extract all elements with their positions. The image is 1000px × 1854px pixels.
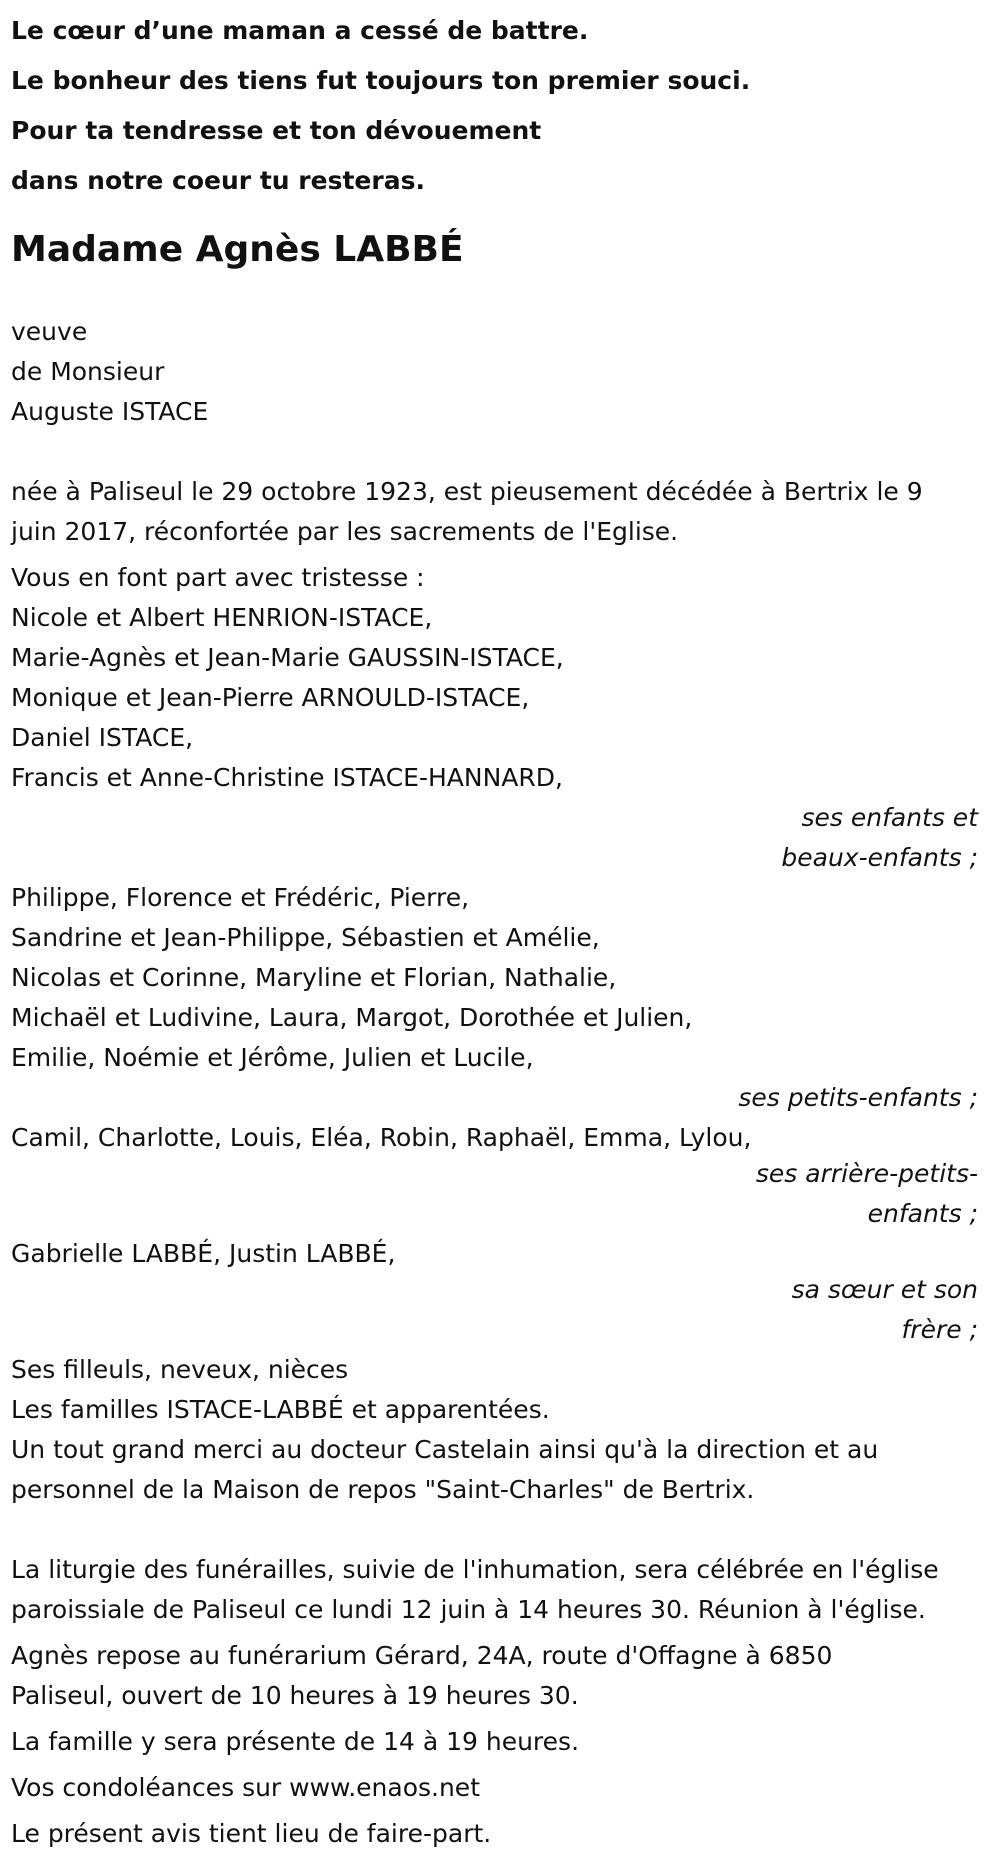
list-item: Monique et Jean-Pierre ARNOULD-ISTACE,: [11, 683, 530, 712]
children-block: [11, 558, 989, 798]
spouse-line: de Monsieur: [11, 357, 165, 386]
list-item: Nicolas et Corinne, Maryline et Florian, Nathalie,: [11, 963, 617, 992]
family-presence: [11, 1722, 989, 1762]
siblings-role: [11, 1270, 989, 1350]
list-item: Sandrine et Jean-Philippe, Sébastien et Amélie,: [11, 923, 600, 952]
list-item: Un tout grand merci au docteur Castelain ainsi qu'à la direction et au: [11, 1435, 879, 1464]
epigraph-line: Le cœur d’une maman a cessé de battre.: [11, 16, 589, 45]
list-item: Francis et Anne-Christine ISTACE-HANNARD,: [11, 763, 563, 792]
list-item: Marie-Agnès et Jean-Marie GAUSSIN-ISTACE,: [11, 643, 564, 672]
great-grandchildren-role: [11, 1154, 989, 1234]
birth-death-info: [11, 472, 989, 552]
role-line: ses enfants et: [801, 803, 978, 832]
list-item: Les familles ISTACE-LABBÉ et apparentées.: [11, 1395, 550, 1424]
funeral-info: [11, 1550, 989, 1630]
children-role: [11, 798, 989, 878]
list-item: Gabrielle LABBÉ, Justin LABBÉ,: [11, 1239, 396, 1268]
list-item: Ses filleuls, neveux, nièces: [11, 1355, 349, 1384]
list-item: Daniel ISTACE,: [11, 723, 194, 752]
list-item: Michaël et Ludivine, Laura, Margot, Dorothée et Julien,: [11, 1003, 693, 1032]
list-item: Camil, Charlotte, Louis, Eléa, Robin, Raphaël, Emma, Lylou,: [11, 1123, 752, 1152]
deceased-name: Madame Agnès LABBÉ: [11, 229, 464, 270]
announce-intro: Vous en font part avec tristesse :: [11, 563, 425, 592]
grandchildren-role: [11, 1078, 989, 1118]
epigraph-line: Le bonheur des tiens fut toujours ton premier souci.: [11, 66, 751, 95]
funeral-line: paroissiale de Paliseul ce lundi 12 juin à 14 heures 30. Réunion à l'église.: [11, 1595, 926, 1624]
epigraph: [11, 0, 989, 206]
great-grandchildren-block: [11, 1118, 989, 1158]
spouse-line: veuve: [11, 317, 88, 346]
epigraph-line: dans notre coeur tu resteras.: [11, 166, 425, 195]
list-item: personnel de la Maison de repos "Saint-Charles" de Bertrix.: [11, 1475, 755, 1504]
notice: [11, 1814, 989, 1854]
birth-death-line: née à Paliseul le 29 octobre 1923, est pieusement décédée à Bertrix le 9: [11, 477, 923, 506]
funerarium-line: Agnès repose au funérarium Gérard, 24A, route d'Offagne à 6850: [11, 1641, 833, 1670]
epigraph-line: Pour ta tendresse et ton dévouement: [11, 116, 542, 145]
list-item: Philippe, Florence et Frédéric, Pierre,: [11, 883, 470, 912]
funerarium-info: [11, 1636, 989, 1716]
funerarium-line: Paliseul, ouvert de 10 heures à 19 heures 30.: [11, 1681, 579, 1710]
condolences: [11, 1768, 989, 1808]
list-item: Nicole et Albert HENRION-ISTACE,: [11, 603, 433, 632]
notice-text: Le présent avis tient lieu de faire-part.: [11, 1819, 492, 1848]
role-line: ses arrière-petits-: [755, 1159, 978, 1188]
role-line: frère ;: [901, 1315, 978, 1344]
siblings-block: [11, 1234, 989, 1274]
birth-death-line: juin 2017, réconfortée par les sacrements de l'Eglise.: [11, 517, 679, 546]
role-line: enfants ;: [867, 1199, 978, 1228]
role-line: ses petits-enfants ;: [738, 1083, 978, 1112]
family-presence-text: La famille y sera présente de 14 à 19 heures.: [11, 1727, 580, 1756]
spouse-info: [11, 312, 989, 432]
spouse-line: Auguste ISTACE: [11, 397, 209, 426]
role-line: sa sœur et son: [791, 1275, 978, 1304]
role-line: beaux-enfants ;: [781, 843, 978, 872]
condolences-text: Vos condoléances sur www.enaos.net: [11, 1773, 480, 1802]
grandchildren-block: [11, 878, 989, 1078]
funeral-line: La liturgie des funérailles, suivie de l'inhumation, sera célébrée en l'église: [11, 1555, 939, 1584]
list-item: Emilie, Noémie et Jérôme, Julien et Lucile,: [11, 1043, 534, 1072]
others-block: [11, 1350, 989, 1510]
